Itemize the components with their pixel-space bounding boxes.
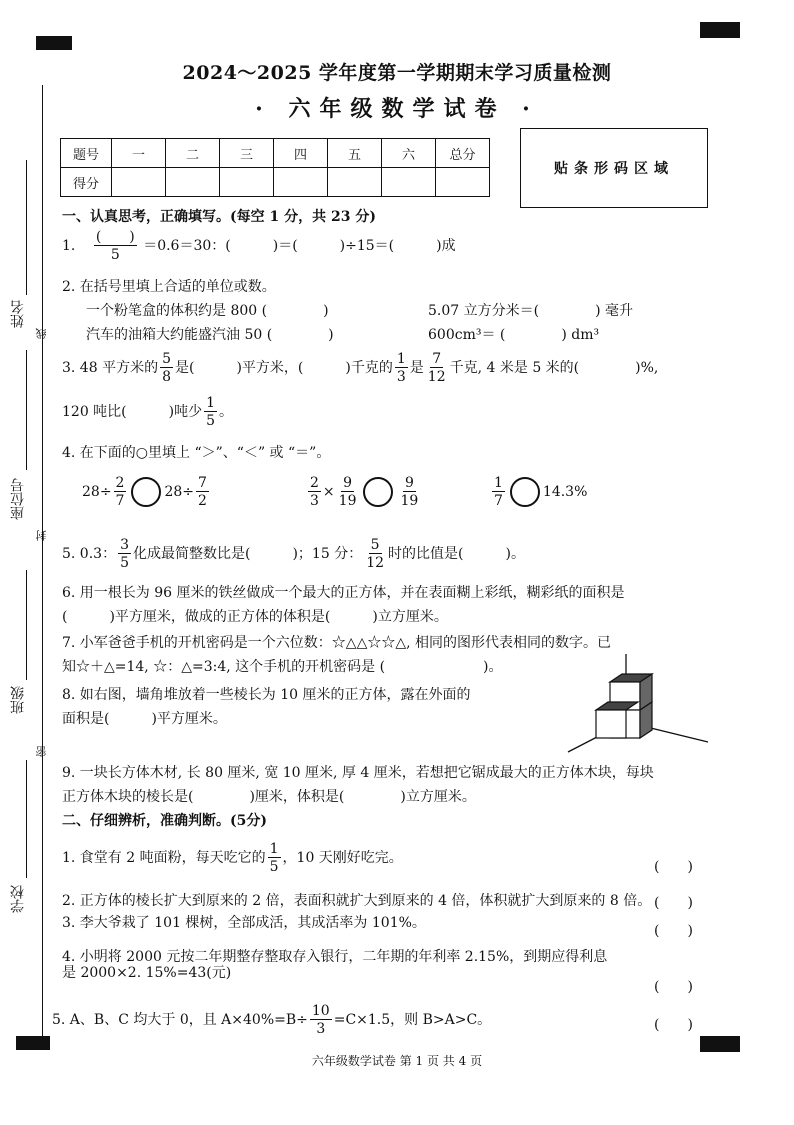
question-2-prompt: 2. 在括号里填上合适的单位或数。 bbox=[62, 279, 276, 295]
sidebar-seat-field bbox=[26, 350, 27, 470]
question-9-line1: 9. 一块长方体木材, 长 80 厘米, 宽 10 厘米, 厚 4 厘米，若想把它锯成最大的正方体木块，每块 bbox=[62, 765, 654, 781]
score-input-cell[interactable] bbox=[382, 168, 436, 197]
question-4-expr-1: 28÷ $\frac{2}{7}$ 28÷ $\frac{7}{2}$ bbox=[82, 475, 207, 509]
sidebar-school-field bbox=[26, 760, 27, 878]
question-6-line1: 6. 用一根长为 96 厘米的铁丝做成一个最大的正方体，并在表面糊上彩纸，糊彩纸的面积是 bbox=[62, 585, 625, 601]
score-cell: 总分 bbox=[436, 139, 490, 168]
fraction: $\frac{5}{12}$ bbox=[366, 537, 385, 571]
score-cell: 六 bbox=[382, 139, 436, 168]
question-2c[interactable]: 汽车的油箱大约能盛汽油 50 ( ) bbox=[86, 327, 334, 343]
judgement-2: 2. 正方体的棱长扩大到原来的 2 倍，表面积就扩大到原来的 4 倍，体积就扩大到原来的 8 倍。 bbox=[62, 893, 652, 909]
fraction: $\frac{3}{5}$ bbox=[120, 537, 129, 571]
compare-circle[interactable] bbox=[510, 477, 540, 507]
score-cell: 题号 bbox=[61, 139, 112, 168]
judgement-3-answer[interactable]: ( ) bbox=[654, 923, 693, 939]
judgement-4-line1: 4. 小明将 2000 元按二年期整存整取存入银行，二年期的年利率 2.15%，到期应得利息 bbox=[62, 949, 608, 965]
page-footer: 六年级数学试卷 第 1 页 共 4 页 bbox=[311, 1054, 483, 1068]
fraction: $\frac{1}{5}$ bbox=[206, 395, 216, 429]
sidebar-name-field bbox=[26, 160, 27, 295]
fraction: $\frac{9}{19}$ bbox=[400, 475, 419, 509]
question-1: 1. $\frac{( )}{5}$ ＝0.6＝30：( )＝( )÷15＝( )成 bbox=[62, 229, 456, 263]
score-cell: 四 bbox=[274, 139, 328, 168]
score-input-cell[interactable] bbox=[220, 168, 274, 197]
judgement-4-line2: 是 2000×2. 15%=43(元) bbox=[62, 965, 232, 981]
fraction: $\frac{7}{12}$ bbox=[427, 351, 446, 385]
registration-mark-bottom-right bbox=[700, 1036, 740, 1052]
compare-circle[interactable] bbox=[363, 477, 393, 507]
score-cell: 三 bbox=[220, 139, 274, 168]
fraction: $\frac{9}{19}$ bbox=[338, 475, 357, 509]
question-2d[interactable]: 600cm³＝ ( ) dm³ bbox=[428, 327, 600, 343]
score-input-cell[interactable] bbox=[274, 168, 328, 197]
score-cell: 二 bbox=[166, 139, 220, 168]
score-input-cell[interactable] bbox=[112, 168, 166, 197]
question-4-expr-2: $\frac{2}{3}$ × $\frac{9}{19}$ $\frac{9}{19}$ bbox=[310, 475, 419, 509]
question-8-line2[interactable]: 面积是( )平方厘米。 bbox=[62, 711, 227, 727]
judgement-3: 3. 李大爷栽了 101 棵树，全部成活，其成活率为 101%。 bbox=[62, 915, 426, 931]
question-9-line2[interactable]: 正方体木块的棱长是( )厘米，体积是( )立方厘米。 bbox=[62, 789, 476, 805]
question-5: 5. 0.3： $\frac{3}{5}$ 化成最简整数比是( )；15 分： $\frac{5}{12}$ 时的比值是( )。 bbox=[62, 537, 525, 571]
question-2a[interactable]: 一个粉笔盒的体积约是 800 ( ) bbox=[86, 303, 329, 319]
question-7-line2[interactable]: 知☆＋△=14, ☆：△=3:4, 这个手机的开机密码是 ( )。 bbox=[62, 659, 503, 675]
barcode-area: 贴条形码区域 bbox=[520, 128, 708, 208]
fraction: $\frac{7}{2}$ bbox=[198, 475, 207, 509]
score-cell: 五 bbox=[328, 139, 382, 168]
compare-circle[interactable] bbox=[131, 477, 161, 507]
score-cell: 得分 bbox=[61, 168, 112, 197]
question-3: 3. 48 平方米的 $\frac{5}{8}$ 是( )平方米，( )千克的 $\frac{1}{3}$ 是 $\frac{7}{12}$ 千克, 4 米是 5 米的( )%, bbox=[62, 351, 659, 385]
judgement-1-answer[interactable]: ( ) bbox=[654, 859, 693, 875]
registration-mark-top-right bbox=[700, 22, 740, 38]
question-8-line1: 8. 如右图，墙角堆放着一些棱长为 10 厘米的正方体，露在外面的 bbox=[62, 687, 471, 703]
section2-heading: 二、仔细辨析，准确判断。(5分) bbox=[62, 813, 267, 829]
sidebar-secret-char: 密 bbox=[35, 746, 48, 757]
question-7-line1: 7. 小军爸爸手机的开机密码是一个六位数：☆△△☆☆△, 相同的图形代表相同的数字。已 bbox=[62, 635, 612, 651]
judgement-5: 5. A、B、C 均大于 0，且 A×40%=B÷ $\frac{10}{3}$ =C×1.5，则 B>A>C。 bbox=[52, 1003, 492, 1037]
sidebar-name-label: 姓名 bbox=[10, 300, 26, 328]
exam-title: 2024～2025 学年度第一学期期末学习质量检测 bbox=[182, 62, 612, 84]
sidebar-seal-char: 封 bbox=[35, 530, 48, 541]
question-6-line2[interactable]: ( )平方厘米，做成的正方体的体积是( )立方厘米。 bbox=[62, 609, 448, 625]
registration-mark-top-left bbox=[36, 36, 72, 50]
binding-line bbox=[42, 85, 43, 1045]
score-input-cell[interactable] bbox=[436, 168, 490, 197]
question-4-prompt: 4. 在下面的○里填上 “＞”、“＜” 或 “＝”。 bbox=[62, 445, 331, 461]
registration-mark-bottom-left bbox=[16, 1036, 50, 1050]
score-table-header-row bbox=[61, 139, 490, 168]
cube-stack-diagram bbox=[566, 652, 712, 756]
sidebar-school-label: 学校 bbox=[10, 885, 26, 913]
fraction: $\frac{10}{3}$ bbox=[311, 1003, 330, 1037]
question-2b[interactable]: 5.07 立方分米＝( ) 毫升 bbox=[428, 303, 633, 319]
fraction: $\frac{1}{7}$ bbox=[494, 475, 503, 509]
sidebar-class-label: 班级 bbox=[10, 686, 26, 714]
sidebar-class-field bbox=[26, 570, 27, 680]
fraction: $\frac{2}{3}$ bbox=[310, 475, 319, 509]
question-4-expr-3: $\frac{1}{7}$ 14.3% bbox=[494, 475, 588, 509]
score-input-cell[interactable] bbox=[328, 168, 382, 197]
judgement-1: 1. 食堂有 2 吨面粉，每天吃它的 $\frac{1}{5}$ ，10 天刚好吃完。 bbox=[62, 841, 403, 875]
score-table-score-row bbox=[61, 168, 490, 197]
score-input-cell[interactable] bbox=[166, 168, 220, 197]
fraction: $\frac{5}{8}$ bbox=[162, 351, 171, 385]
judgement-5-answer[interactable]: ( ) bbox=[654, 1017, 693, 1033]
sidebar-line-char: 线 bbox=[35, 328, 48, 339]
question-1-text: ＝0.6＝30：( )＝( )÷15＝( )成 bbox=[143, 238, 456, 254]
fraction: $\frac{1}{3}$ bbox=[396, 351, 406, 385]
fraction: $\frac{1}{5}$ bbox=[269, 841, 279, 875]
sidebar-seat-label: 座位号 bbox=[10, 478, 26, 520]
judgement-4-answer[interactable]: ( ) bbox=[654, 979, 693, 995]
fraction: $\frac{2}{7}$ bbox=[115, 475, 125, 509]
score-table bbox=[60, 138, 490, 197]
judgement-2-answer[interactable]: ( ) bbox=[654, 895, 693, 911]
score-cell: 一 bbox=[112, 139, 166, 168]
exam-subtitle: · 六年级数学试卷 · bbox=[255, 96, 539, 122]
fraction: $\frac{( )}{5}$ bbox=[95, 229, 135, 263]
section1-heading: 一、认真思考，正确填写。(每空 1 分，共 23 分) bbox=[62, 209, 376, 225]
fraction-blank[interactable]: ( ) bbox=[95, 229, 135, 245]
question-3-line2: 120 吨比( )吨少 $\frac{1}{5}$ 。 bbox=[62, 395, 234, 429]
